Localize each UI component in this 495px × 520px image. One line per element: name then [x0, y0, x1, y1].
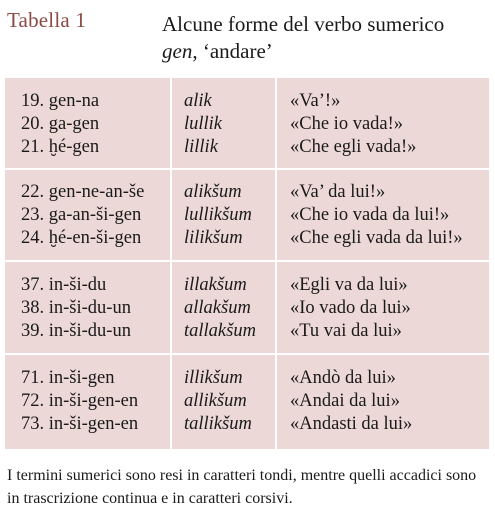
- italian-translation: «Andai da lui»: [290, 391, 400, 411]
- sumerian-form: 22. gen-ne-an-še: [21, 182, 145, 202]
- table-row: [5, 204, 489, 227]
- sumerian-form: 24. ḫé-en-ši-gen: [21, 228, 142, 248]
- group-separator: [5, 353, 489, 355]
- table-row: [5, 390, 489, 413]
- table-row: [5, 413, 489, 436]
- akkadian-form: illikšum: [184, 368, 243, 388]
- italian-translation: «Che io vada!»: [290, 114, 404, 134]
- table-row: [5, 136, 489, 159]
- akkadian-form: lillik: [184, 137, 218, 157]
- sumerian-form: 20. ga-gen: [21, 114, 100, 134]
- sumerian-form: 73. in-ši-gen-en: [21, 414, 139, 434]
- caption-gloss: , ‘andare’: [192, 39, 273, 63]
- akkadian-form: lilikšum: [184, 228, 243, 248]
- akkadian-form: tallikšum: [184, 414, 252, 434]
- akkadian-form: alikšum: [184, 182, 242, 202]
- sumerian-form: 21. ḫé-gen: [21, 137, 100, 157]
- caption-term: gen: [162, 39, 193, 63]
- akkadian-form: illakšum: [184, 275, 247, 295]
- table-row: [5, 320, 489, 343]
- table-row: [5, 227, 489, 250]
- sumerian-form: 38. in-ši-du-un: [21, 298, 131, 318]
- table-number: Tabella 1: [7, 8, 87, 32]
- caption-line-2: [162, 38, 444, 65]
- sumerian-form: 37. in-ši-du: [21, 275, 107, 295]
- verb-forms-table: [5, 78, 489, 449]
- table-row: [5, 90, 489, 113]
- table-row: [5, 113, 489, 136]
- group-separator: [5, 168, 489, 170]
- sumerian-form: 23. ga-an-ši-gen: [21, 205, 142, 225]
- italian-translation: «Egli va da lui»: [290, 275, 408, 295]
- italian-translation: «Andò da lui»: [290, 368, 396, 388]
- sumerian-form: 72. in-ši-gen-en: [21, 391, 139, 411]
- italian-translation: «Va’ da lui!»: [290, 182, 386, 202]
- akkadian-form: allakšum: [184, 298, 251, 318]
- italian-translation: «Che egli vada da lui!»: [290, 228, 463, 248]
- akkadian-form: tallakšum: [184, 321, 256, 341]
- akkadian-form: lullikšum: [184, 205, 252, 225]
- table-footnote: I termini sumerici sono resi in caratteri tondi, mentre quelli accadici sono in trascrizione continua e in caratteri corsivi.: [7, 467, 477, 507]
- akkadian-form: lullik: [184, 114, 223, 134]
- italian-translation: «Andasti da lui»: [290, 414, 413, 434]
- caption-line-1: Alcune forme del verbo sumerico: [162, 12, 445, 36]
- sumerian-form: 39. in-ši-du-un: [21, 321, 131, 341]
- italian-translation: «Che io vada da lui!»: [290, 205, 450, 225]
- italian-translation: «Io vado da lui»: [290, 298, 411, 318]
- table-caption: [162, 11, 444, 65]
- akkadian-form: allikšum: [184, 391, 247, 411]
- table-row: [5, 181, 489, 204]
- table-row: [5, 274, 489, 297]
- group-separator: [5, 260, 489, 262]
- akkadian-form: alik: [184, 91, 212, 111]
- italian-translation: «Tu vai da lui»: [290, 321, 402, 341]
- sumerian-form: 19. gen-na: [21, 91, 100, 111]
- sumerian-form: 71. in-ši-gen: [21, 368, 115, 388]
- table-row: [5, 367, 489, 390]
- italian-translation: «Che egli vada!»: [290, 137, 417, 157]
- table-row: [5, 297, 489, 320]
- italian-translation: «Va’!»: [290, 91, 341, 111]
